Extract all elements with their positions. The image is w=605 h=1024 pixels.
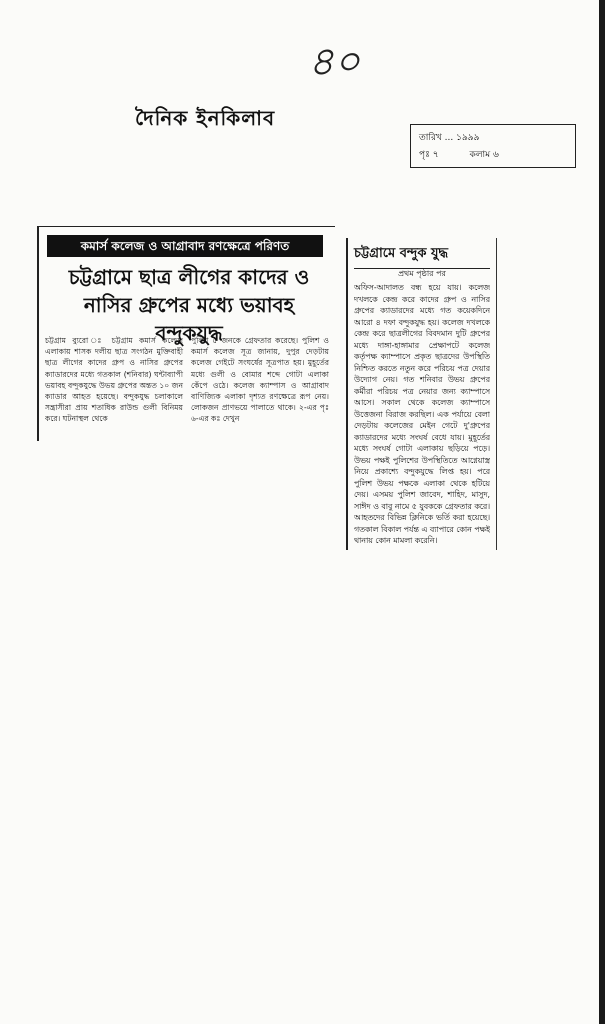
stamp-column-label: কলাম — [469, 150, 491, 160]
stamp-page-label: পৃঃ — [419, 150, 430, 160]
stamp-date-row — [419, 130, 480, 145]
article-columns — [45, 335, 331, 439]
article-headline: চট্টগ্রামে ছাত্র লীগের কাদের ও নাসির গ্রুপের মধ্যে ভয়াবহ বন্দুকযুদ্ধ — [68, 265, 310, 345]
stamp-date-value: ১৯৯৯ — [456, 133, 480, 143]
clipping-stamp — [410, 124, 576, 168]
newspaper-masthead: দৈনিক ইনকিলাব — [135, 106, 276, 130]
article-column-2: পুলিশ ৫ জনকে গ্রেফতার করেছে। পুলিশ ও কমার্স কলেজ সূত্র জানায়, দুপুর দেড়টায় কলেজ গেইটে সংঘর্ষের সূত্রপাত হয়। মুহূর্তের মধ্যে গুলী ও বোমার শব্দে গোটা এলাকা কেঁপে ওঠে। কলেজ ক্যাম্পাস ও আগ্রাবাদ বাণিজ্যিক এলাকা দৃশ্যত রণক্ষেত্রে রূপ নেয়। লোকজন প্রাণভয়ে পালাতে থাকে। ২-এর পৃঃ ৬-এর কঃ দেখুন — [191, 336, 329, 424]
stamp-column-value: ৬ — [493, 150, 499, 160]
stamp-page-value: ৭ — [432, 150, 439, 160]
continuation-body: অফিস-আদালত বন্ধ হয়ে যায়। কলেজ দখলকে কেন্দ্র করে কাদের গ্রুপ ও নাসির গ্রুপের ক্যাডারদের মধ্যে গত কয়েকদিনে আরো ৪ দফা বন্দুকযুদ্ধ হয়। কলেজ দখলকে কেন্দ্র করে ছাত্রলীগের বিবদমান দুটি গ্রুপের মধ্যে দাঙ্গা-হাঙ্গামার প্রেক্ষাপটে কলেজ কর্তৃপক্ষ ক্যাম্পাসে প্রকৃত ছাত্রদের উপস্থিতি নিশ্চিত করতে নতুন করে পরিচয় পত্র দেয়ার উদ্যোগ নেয়। গত শনিবার উভয় গ্রুপের কর্মীরা পরিচয় পত্র নেয়ার জন্য ক্যাম্পাসে আসে। সকাল থেকে কলেজ ক্যাম্পাসে উত্তেজনা বিরাজ করছিল। এক পর্যায়ে বেলা দেড়টায় কলেজের মেইন গেটে দু'গ্রুপের ক্যাডারদের মধ্যে সংঘর্ষ বেধে যায়। মুহূর্তের মধ্যে সংঘর্ষ গোটা এলাকায় ছড়িয়ে পড়ে। উভয় পক্ষই পুলিশের উপস্থিতিতে আগ্নেয়াস্ত্র নিয়ে প্রকাশ্যে বন্দুকযুদ্ধে লিপ্ত হয়। পরে পুলিশ উভয় পক্ষকে এলাকা থেকে হটিয়ে দেয়। এসময় পুলিশ জাবেদ, শাহিদ, মাসুদ, সাঈদ ও বাবু নামে ৫ যুবককে গ্রেফতার করে। আহতদের বিভিন্ন ক্লিনিকে ভর্তি করা হয়েছে। গতকাল বিকাল পর্যন্ত এ ব্যাপারে কোন পক্ষই থানায় কোন মামলা করেনি। — [354, 283, 490, 545]
article-kicker: কমার্স কলেজ ও আগ্রাবাদ রণক্ষেত্রে পরিণত — [47, 235, 323, 257]
continuation-subheading: প্রথম পৃষ্ঠার পর — [398, 269, 446, 278]
scan-edge — [599, 0, 605, 1024]
article-column-1: চট্টগ্রাম ব্যুরো ঃ চট্টগ্রাম কমার্স কলেজ এলাকায় শাসক দলীয় ছাত্র সংগঠন মুক্তিবাহী ছাত্র লীগের কাদের গ্রুপ ও নাসির গ্রুপের ক্যাডারদের মধ্যে গতকাল (শনিবার) ঘন্টাব্যাপী ভয়াবহ বন্দুকযুদ্ধে উভয় গ্রুপের অন্তত ১০ জন ক্যাডার আহত হয়েছে। বন্দুকযুদ্ধ চলাকালে সন্ত্রাসীরা প্রায় শতাধিক রাউন্ড গুলী বিনিময় করে। ঘটনাস্থল থেকে — [45, 336, 183, 424]
article-continuation-clipping — [346, 238, 497, 550]
article-main-clipping — [37, 226, 335, 441]
stamp-date-label: তারিখ ... — [419, 133, 454, 143]
stamp-page-row — [419, 147, 499, 162]
handwritten-page-number: ৪০ — [308, 39, 360, 85]
continuation-heading: চট্টগ্রামে বন্দুক যুদ্ধ — [354, 244, 490, 269]
